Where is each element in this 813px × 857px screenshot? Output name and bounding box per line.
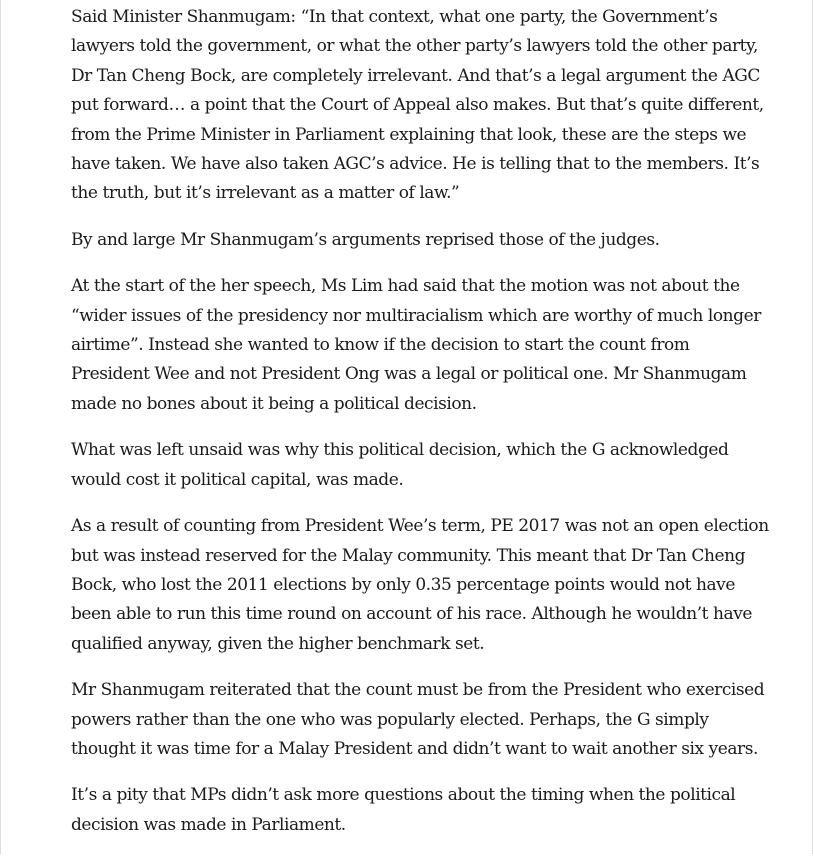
paragraph-pe-2017: As a result of counting from President Wee’s term, PE 2017 was not an open election but was instead reserved for the Malay community. This meant that Dr Tan Cheng Bock, who lost the 2011 elections by only 0.35 percentage points would not have been able to run this time round on account of his race. Although he wouldn’t have qualified anyway, given the higher benchmark set. — [71, 516, 769, 654]
paragraph-shanmugam-quote: Said Minister Shanmugam: “In that context, what one party, the Government’s lawyers told the government, or what the other party’s lawyers told the other party, Dr Tan Cheng Bock, are completely irrelevant. And that’s a legal argument the AGC put forward… a point that the Court of Appeal also makes. But that’s quite different, from the Prime Minister in Parliament explaining that look, these are the steps we have taken. We have also taken AGC’s advice. He is telling that to the members. It’s the truth, but it’s irrelevant as a matter of law.” — [71, 7, 764, 204]
paragraph-left-unsaid: What was left unsaid was why this political decision, which the G acknowledged would cost it political capital, was made. — [71, 440, 729, 490]
paragraph-ms-lim-speech: At the start of the her speech, Ms Lim had said that the motion was not about the “wider issues of the presidency nor multiracialism which are worthy of much longer airtime”. Instead she wanted to know if the decision to start the count from President Wee and not President Ong was a legal or political one. Mr Shanmugam made no bones about it being a political decision. — [71, 276, 761, 414]
paragraph-count-reiterated: Mr Shanmugam reiterated that the count must be from the President who exercised powers rather than the one who was popularly elected. Perhaps, the G simply thought it was time for a Malay President and didn’t want to wait another six years. — [71, 680, 765, 759]
paragraph-arguments-reprised: By and large Mr Shanmugam’s arguments reprised those of the judges. — [71, 229, 660, 250]
article-body — [71, 3, 771, 857]
paragraph-conclusion: It’s a pity that MPs didn’t ask more questions about the timing when the political decision was made in Parliament. — [71, 785, 736, 835]
